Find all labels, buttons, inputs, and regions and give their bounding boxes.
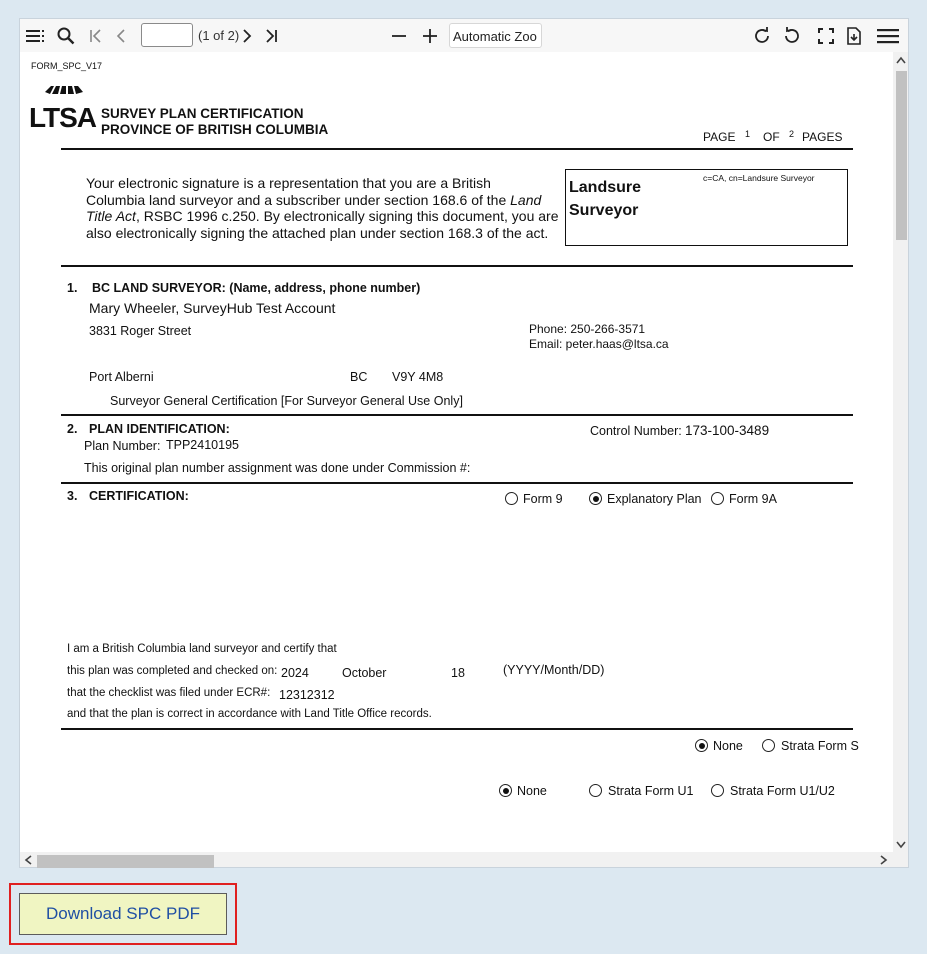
- ecr-number[interactable]: 12312312: [279, 688, 335, 702]
- document-area[interactable]: [20, 52, 893, 852]
- form-id: FORM_SPC_V17: [31, 61, 103, 71]
- cert-line-4: and that the plan is correct in accordance with Land Title Office records.: [67, 708, 432, 720]
- zoom-in-icon[interactable]: [420, 19, 440, 52]
- divider: [61, 148, 853, 150]
- next-page-icon[interactable]: [239, 19, 255, 52]
- surveyor-province[interactable]: BC: [350, 370, 368, 384]
- divider: [61, 728, 853, 730]
- radio-strata-form-s-label: Strata Form S: [781, 739, 859, 753]
- page-number: 1: [745, 129, 751, 139]
- radio-explanatory-plan-label: Explanatory Plan: [607, 492, 702, 506]
- section-1-heading: BC LAND SURVEYOR: (Name, address, phone number): [92, 281, 421, 295]
- scroll-left-icon[interactable]: [24, 855, 32, 867]
- ltsa-logo: [29, 86, 97, 133]
- radio-strata-form-u1u2-label: Strata Form U1/U2: [730, 784, 835, 798]
- surveyor-phone[interactable]: Phone: 250-266-3571: [529, 322, 646, 336]
- radio-strata-none-2-label: None: [517, 784, 547, 798]
- pdf-page: [20, 52, 893, 852]
- radio-strata-form-s[interactable]: [762, 739, 775, 752]
- radio-strata-none-2[interactable]: [499, 784, 512, 797]
- rotate-clockwise-icon[interactable]: [751, 19, 773, 52]
- horizontal-scroll-thumb[interactable]: [37, 855, 214, 868]
- surveyor-name[interactable]: Mary Wheeler, SurveyHub Test Account: [89, 300, 336, 316]
- plan-number-label: Plan Number:: [84, 439, 161, 453]
- signature-box[interactable]: [565, 169, 848, 246]
- form-title: SURVEY PLAN CERTIFICATION: [101, 106, 304, 121]
- signature-dn: c=CA, cn=Landsure Surveyor: [703, 173, 815, 183]
- surveyor-postal-code[interactable]: V9Y 4M8: [392, 370, 444, 384]
- section-2-heading: PLAN IDENTIFICATION:: [89, 422, 230, 436]
- pdf-viewer: [19, 18, 909, 868]
- signature-name-line2: Surveyor: [569, 202, 639, 219]
- zoom-out-icon[interactable]: [389, 19, 409, 52]
- sidebar-toggle-icon[interactable]: [24, 19, 48, 52]
- plan-number-value[interactable]: TPP2410195: [166, 438, 239, 452]
- surveyor-street[interactable]: 3831 Roger Street: [89, 324, 192, 338]
- radio-strata-form-u1u2[interactable]: [711, 784, 724, 797]
- zoom-select[interactable]: Automatic Zoo: [449, 23, 542, 48]
- scroll-up-icon[interactable]: [896, 54, 906, 66]
- download-spc-pdf-button[interactable]: Download SPC PDF: [19, 893, 227, 935]
- intro-text: Your electronic signature is a representation that you are a British Columbia land surveyor and a subscriber under section 168.6 of the Land Title Act, RSBC 1996 c.250. By electronically signing this document, you are also electronically signing the attached plan under section 168.3 of the act.: [86, 175, 559, 242]
- scroll-right-icon[interactable]: [880, 855, 888, 867]
- radio-strata-none-1[interactable]: [695, 739, 708, 752]
- section-1-number: 1.: [67, 281, 78, 295]
- radio-form-9a[interactable]: [711, 492, 724, 505]
- radio-form-9-label: Form 9: [523, 492, 563, 506]
- search-icon[interactable]: [54, 19, 78, 52]
- control-number-value[interactable]: 173-100-3489: [685, 423, 770, 438]
- page-count: (1 of 2): [198, 28, 240, 43]
- divider: [61, 414, 853, 416]
- divider: [61, 482, 853, 484]
- section-2-number: 2.: [67, 422, 78, 436]
- last-page-icon[interactable]: [262, 19, 280, 52]
- radio-explanatory-plan[interactable]: [589, 492, 602, 505]
- commission-text: This original plan number assignment was done under Commission #:: [84, 461, 471, 475]
- download-icon[interactable]: [843, 19, 865, 52]
- pdf-toolbar: [20, 19, 908, 53]
- menu-icon[interactable]: [875, 19, 901, 52]
- vertical-scroll-thumb[interactable]: [896, 71, 907, 240]
- pages-label: PAGES: [802, 130, 843, 144]
- page-number-input[interactable]: [141, 23, 193, 47]
- control-number-label: Control Number:: [590, 424, 682, 438]
- radio-strata-form-u1-label: Strata Form U1: [608, 784, 694, 798]
- form-subtitle: PROVINCE OF BRITISH COLUMBIA: [101, 122, 329, 137]
- of-label: OF: [763, 130, 780, 144]
- surveyor-city[interactable]: Port Alberni: [89, 370, 154, 384]
- cert-year[interactable]: 2024: [281, 666, 309, 680]
- scroll-down-icon[interactable]: [896, 839, 906, 851]
- surveyor-general-certification: Surveyor General Certification [For Surveyor General Use Only]: [110, 394, 463, 408]
- section-3-number: 3.: [67, 489, 78, 503]
- cert-day[interactable]: 18: [451, 666, 465, 680]
- surveyor-email[interactable]: Email: peter.haas@ltsa.ca: [529, 337, 669, 351]
- previous-page-icon[interactable]: [113, 19, 129, 52]
- signature-name-line1: Landsure: [569, 179, 642, 196]
- date-format-hint: (YYYY/Month/DD): [503, 663, 605, 677]
- cert-line-2: this plan was completed and checked on:: [67, 665, 278, 677]
- radio-strata-none-1-label: None: [713, 739, 743, 753]
- divider: [61, 265, 853, 267]
- radio-form-9a-label: Form 9A: [729, 492, 777, 506]
- cert-line-3: that the checklist was filed under ECR#:: [67, 687, 271, 699]
- total-pages: 2: [789, 129, 795, 139]
- logo-text: LTSA: [29, 102, 97, 133]
- page-label: PAGE: [703, 130, 736, 144]
- first-page-icon[interactable]: [87, 19, 105, 52]
- radio-strata-form-u1[interactable]: [589, 784, 602, 797]
- cert-month[interactable]: October: [342, 666, 387, 680]
- rotate-counterclockwise-icon[interactable]: [781, 19, 803, 52]
- section-3-heading: CERTIFICATION:: [89, 489, 189, 503]
- cert-line-1: I am a British Columbia land surveyor and certify that: [67, 643, 337, 655]
- fullscreen-icon[interactable]: [815, 19, 837, 52]
- radio-form-9[interactable]: [505, 492, 518, 505]
